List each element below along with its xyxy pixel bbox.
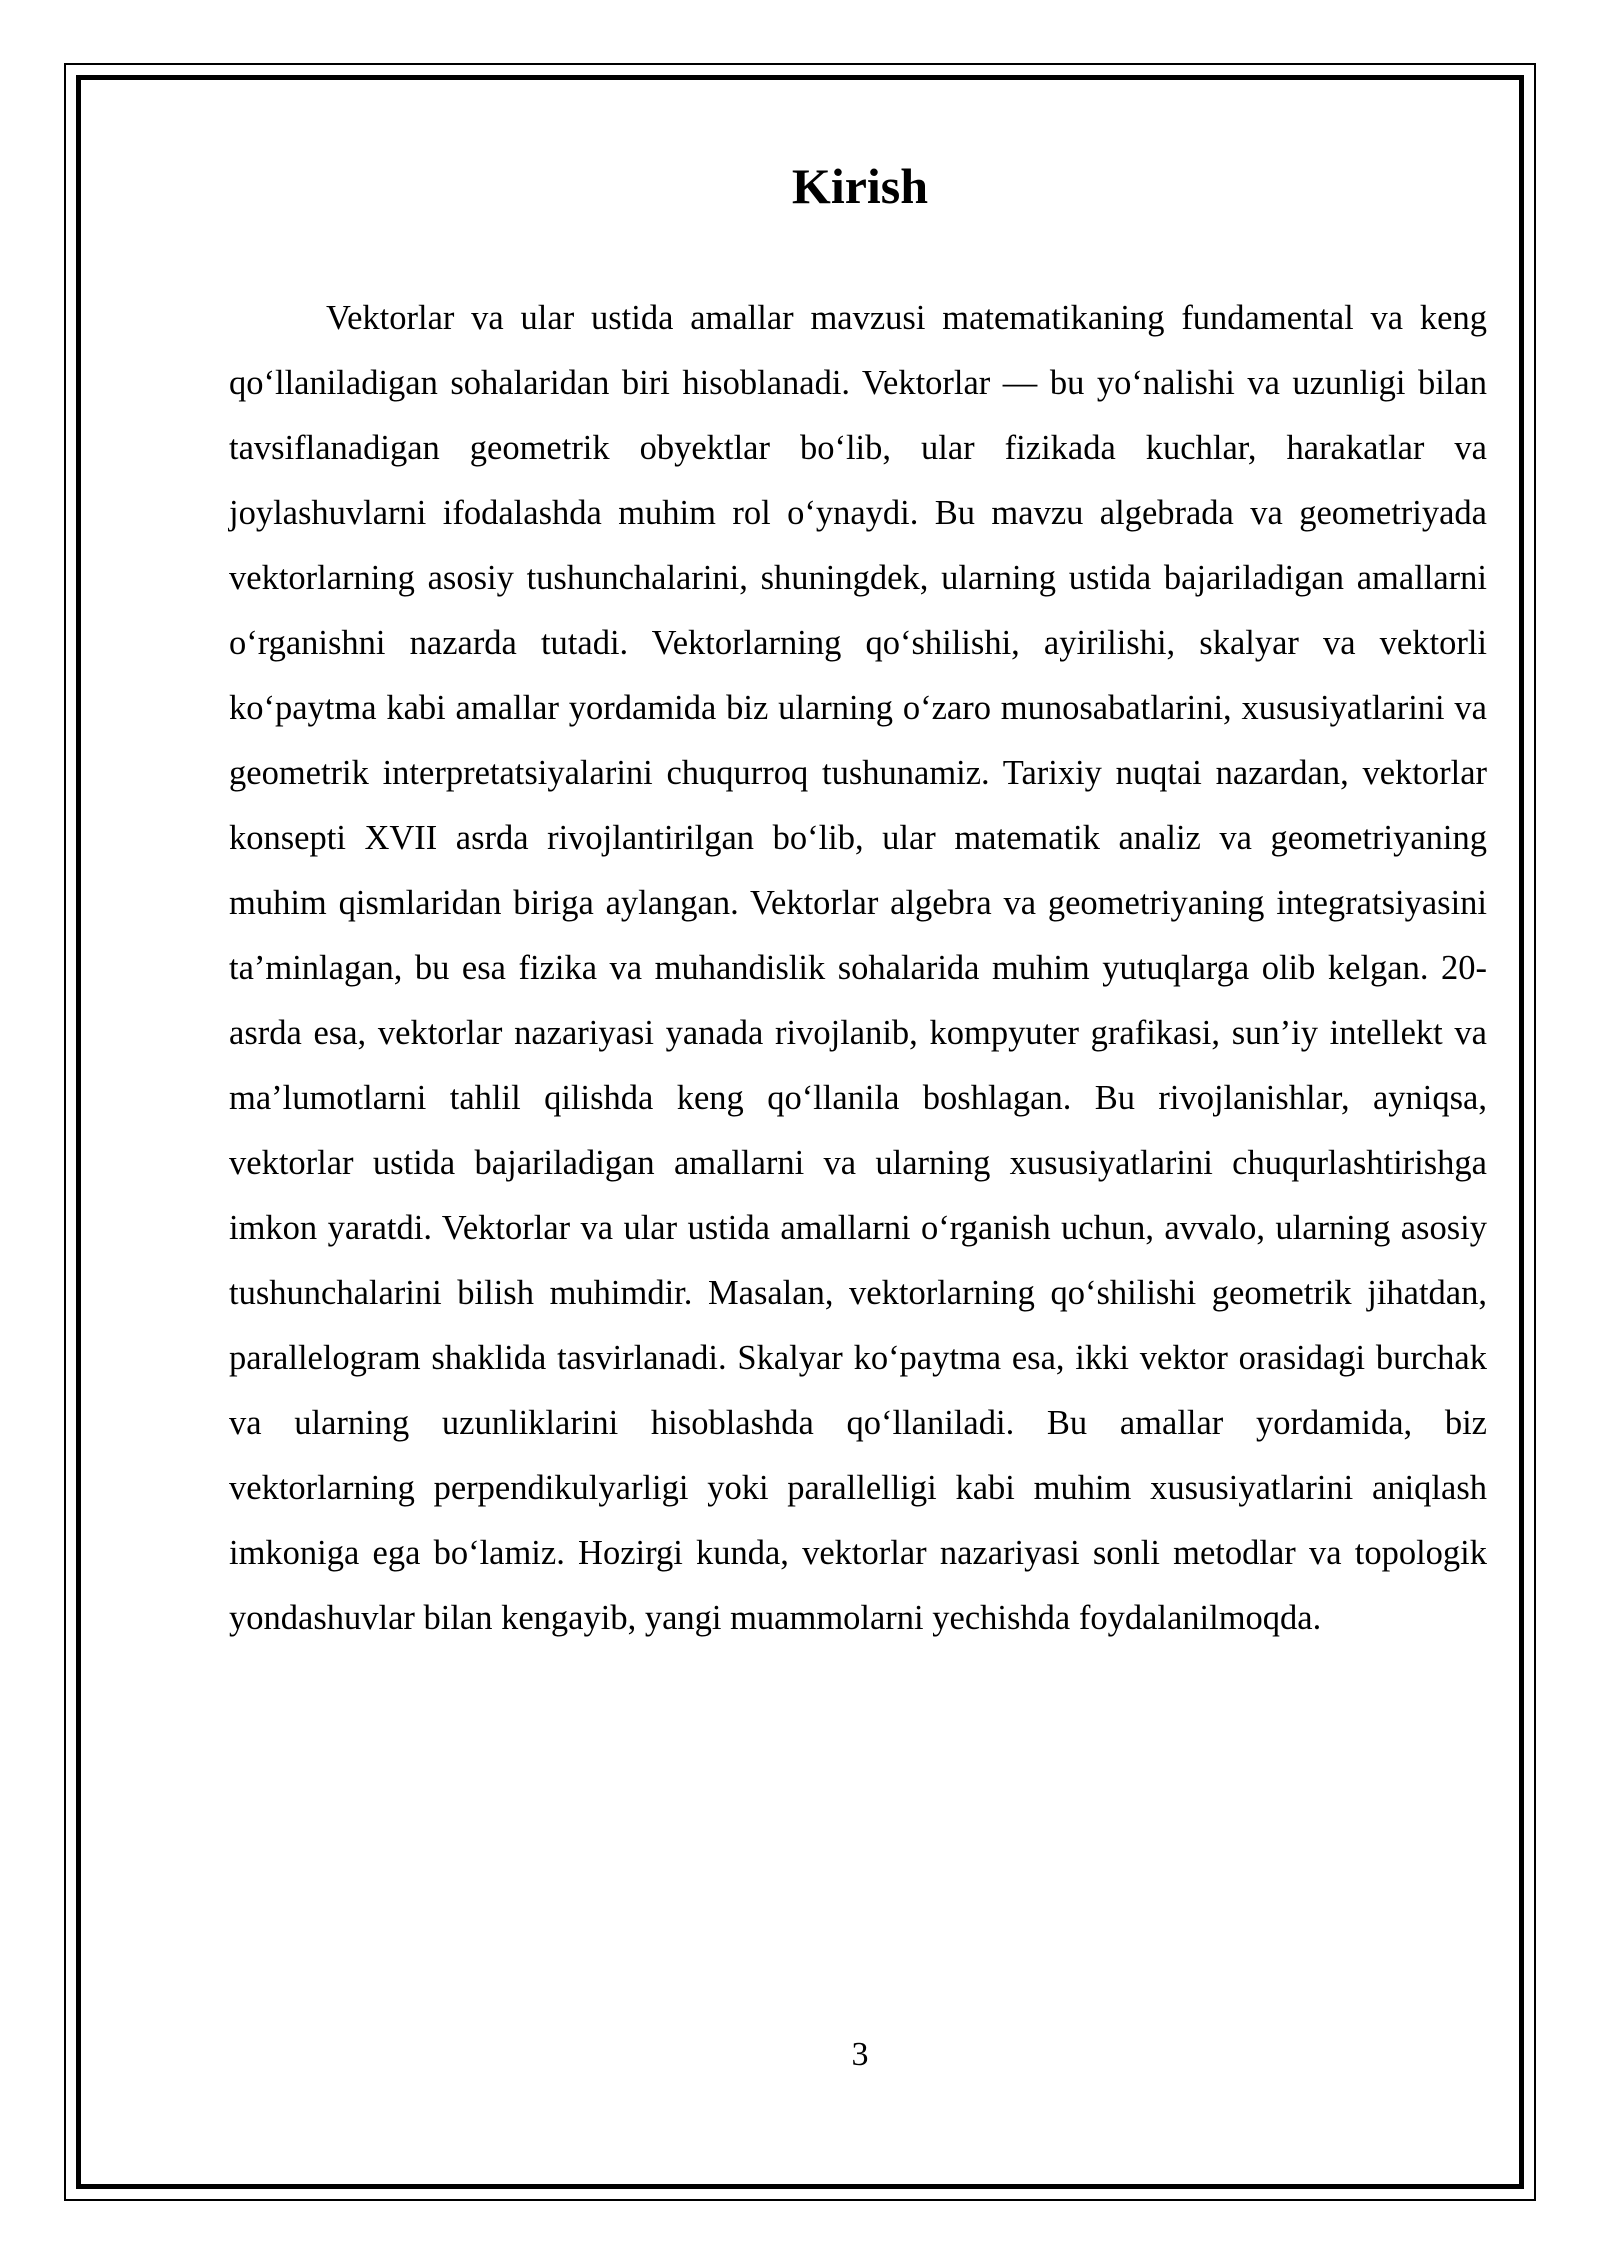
page-number: 3 bbox=[851, 2036, 869, 2073]
page-title: Kirish bbox=[791, 158, 929, 214]
body-paragraph: Vektorlar va ular ustida amallar mavzusi matematikaning fundamental va keng qo‘llaniladigan sohalaridan biri hisoblanadi. Vektorlar — bu yo‘nalishi va uzunligi bilan tavsiflanadigan geometrik obyektlar bo‘lib, ular fizikada kuchlar, harakatlar va joylashuvlarni ifodalashda muhim rol o‘ynaydi. Bu mavzu algebrada va geometriyada vektorlarning asosiy tushunchalarini, shuningdek, ularning ustida bajariladigan amallarni o‘rganishni nazarda tutadi. Vektorlarning qo‘shilishi, ayirilishi, skalyar va vektorli ko‘paytma kabi amallar yordamida biz ularning o‘zaro munosabatlarini, xususiyatlarini va geometrik interpretatsiyalarini chuqurroq tushunamiz. Tarixiy nuqtai nazardan, vektorlar konsepti XVII asrda rivojlantirilgan bo‘lib, ular matematik analiz va geometriyaning muhim qismlaridan biriga aylangan. Vektorlar algebra va geometriyaning integratsiyasini ta’minlagan, bu esa fizika va muhandislik sohalarida muhim yutuqlarga olib kelgan. 20-asrda esa, vektorlar nazariyasi yanada rivojlanib, kompyuter grafikasi, sun’iy intellekt va ma’lumotlarni tahlil qilishda keng qo‘llanila boshlagan. Bu rivojlanishlar, ayniqsa, vektorlar ustida bajariladigan amallarni va ularning xususiyatlarini chuqurlashtirishga imkon yaratdi. Vektorlar va ular ustida amallarni o‘rganish uchun, avvalo, ularning asosiy tushunchalarini bilish muhimdir. Masalan, vektorlarning qo‘shilishi geometrik jihatdan, parallelogram shaklida tasvirlanadi. Skalyar ko‘paytma esa, ikki vektor orasidagi burchak va ularning uzunliklarini hisoblashda qo‘llaniladi. Bu amallar yordamida, biz vektorlarning perpendikulyarligi yoki parallelligi kabi muhim xususiyatlarini aniqlash imkoniga ega bo‘lamiz. Hozirgi kunda, vektorlar nazariyasi sonli metodlar va topologik yondashuvlar bilan kengayib, yangi muammolarni yechishda foydalanilmoqda. bbox=[229, 299, 1487, 1637]
